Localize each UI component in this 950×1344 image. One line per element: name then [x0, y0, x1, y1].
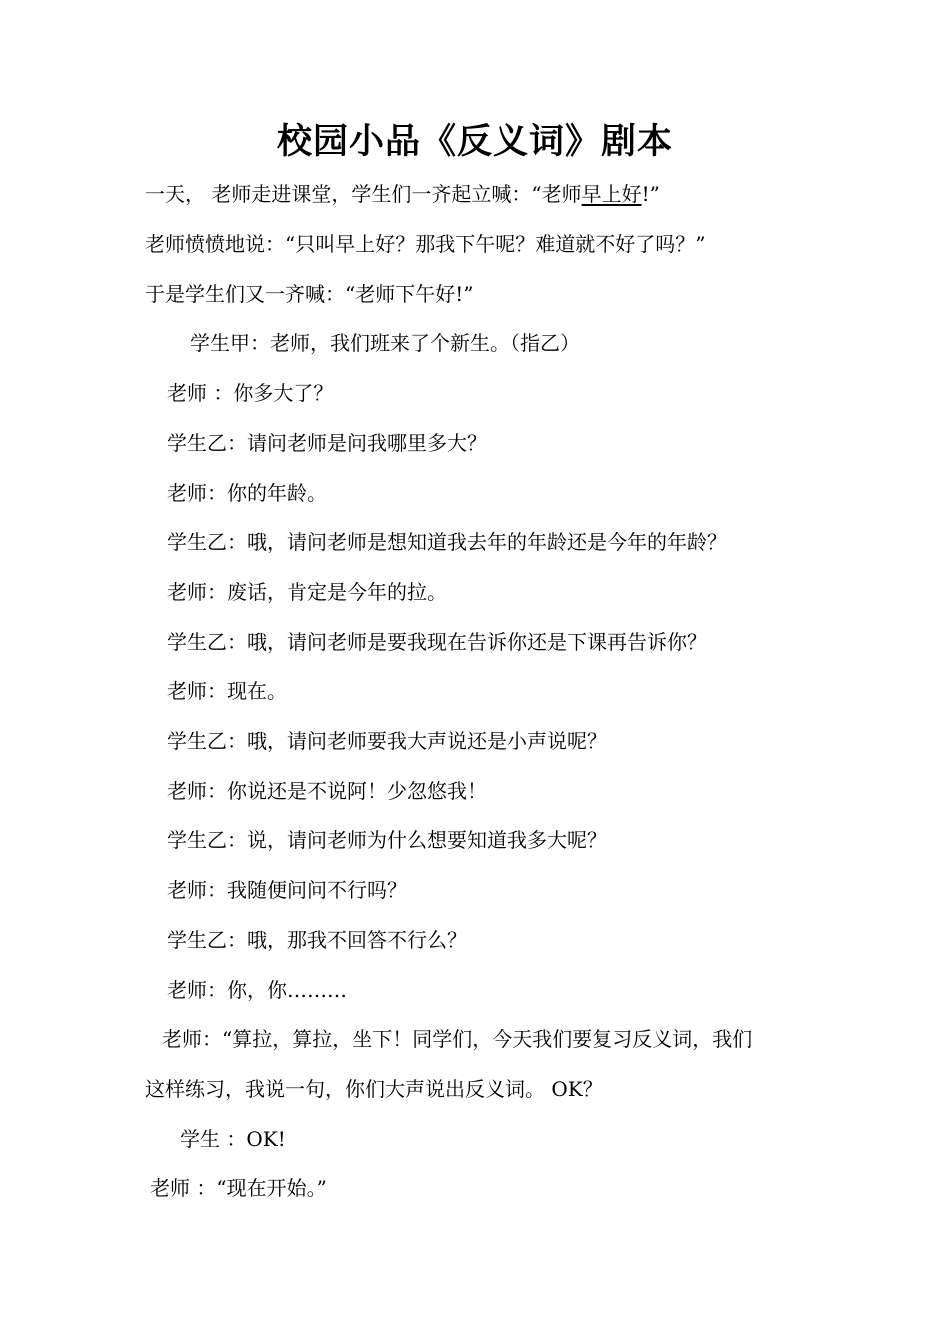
script-line-15: 老师：我随便问问不行吗？ — [167, 878, 407, 902]
script-line-12: 学生乙：哦，请问老师要我大声说还是小声说呢？ — [167, 729, 607, 753]
script-line-2: 老师愤愤地说：“只叫早上好？那我下午呢？难道就不好了吗？” — [145, 232, 706, 256]
script-line-6: 学生乙：请问老师是问我哪里多大？ — [167, 431, 487, 455]
script-line-13: 老师：你说还是不说阿！少忽悠我！ — [167, 779, 487, 803]
script-line-16: 学生乙：哦，那我不回答不行么？ — [167, 928, 467, 952]
script-line-1-before: 一天， 老师走进课堂，学生们一齐起立喊：“老师 — [145, 182, 582, 206]
script-teacher-start: 老师 ：“现在开始。” — [150, 1176, 327, 1200]
script-paragraph-line-1: 老师：“算拉，算拉，坐下！同学们，今天我们要复习反义词，我们 — [162, 1027, 753, 1051]
script-line-7: 老师：你的年龄。 — [167, 481, 327, 505]
document-title: 校园小品《反义词》剧本 — [276, 122, 673, 162]
script-line-3: 于是学生们又一齐喊：“老师下午好!” — [145, 282, 474, 306]
script-students-reply: 学生 ：OK! — [180, 1127, 286, 1151]
script-line-17: 老师：你，你……… — [167, 978, 347, 1002]
script-line-10: 学生乙：哦，请问老师是要我现在告诉你还是下课再告诉你？ — [167, 630, 707, 654]
script-line-14: 学生乙：说，请问老师为什么想要知道我多大呢？ — [167, 828, 607, 852]
script-line-1-underlined: 早上好 — [581, 182, 642, 206]
script-line-5: 老师 ：你多大了？ — [167, 381, 334, 405]
script-line-1 — [145, 180, 660, 208]
script-line-9: 老师：废话，肯定是今年的拉。 — [167, 580, 447, 604]
script-line-8: 学生乙：哦，请问老师是想知道我去年的年龄还是今年的年龄？ — [167, 530, 727, 554]
script-paragraph-line-2: 这样练习，我说一句，你们大声说出反义词。 OK？ — [145, 1077, 603, 1101]
script-line-11: 老师：现在。 — [167, 679, 287, 703]
script-line-4: 学生甲：老师，我们班来了个新生。（指乙） — [190, 331, 580, 355]
script-line-1-after: !” — [641, 182, 660, 206]
